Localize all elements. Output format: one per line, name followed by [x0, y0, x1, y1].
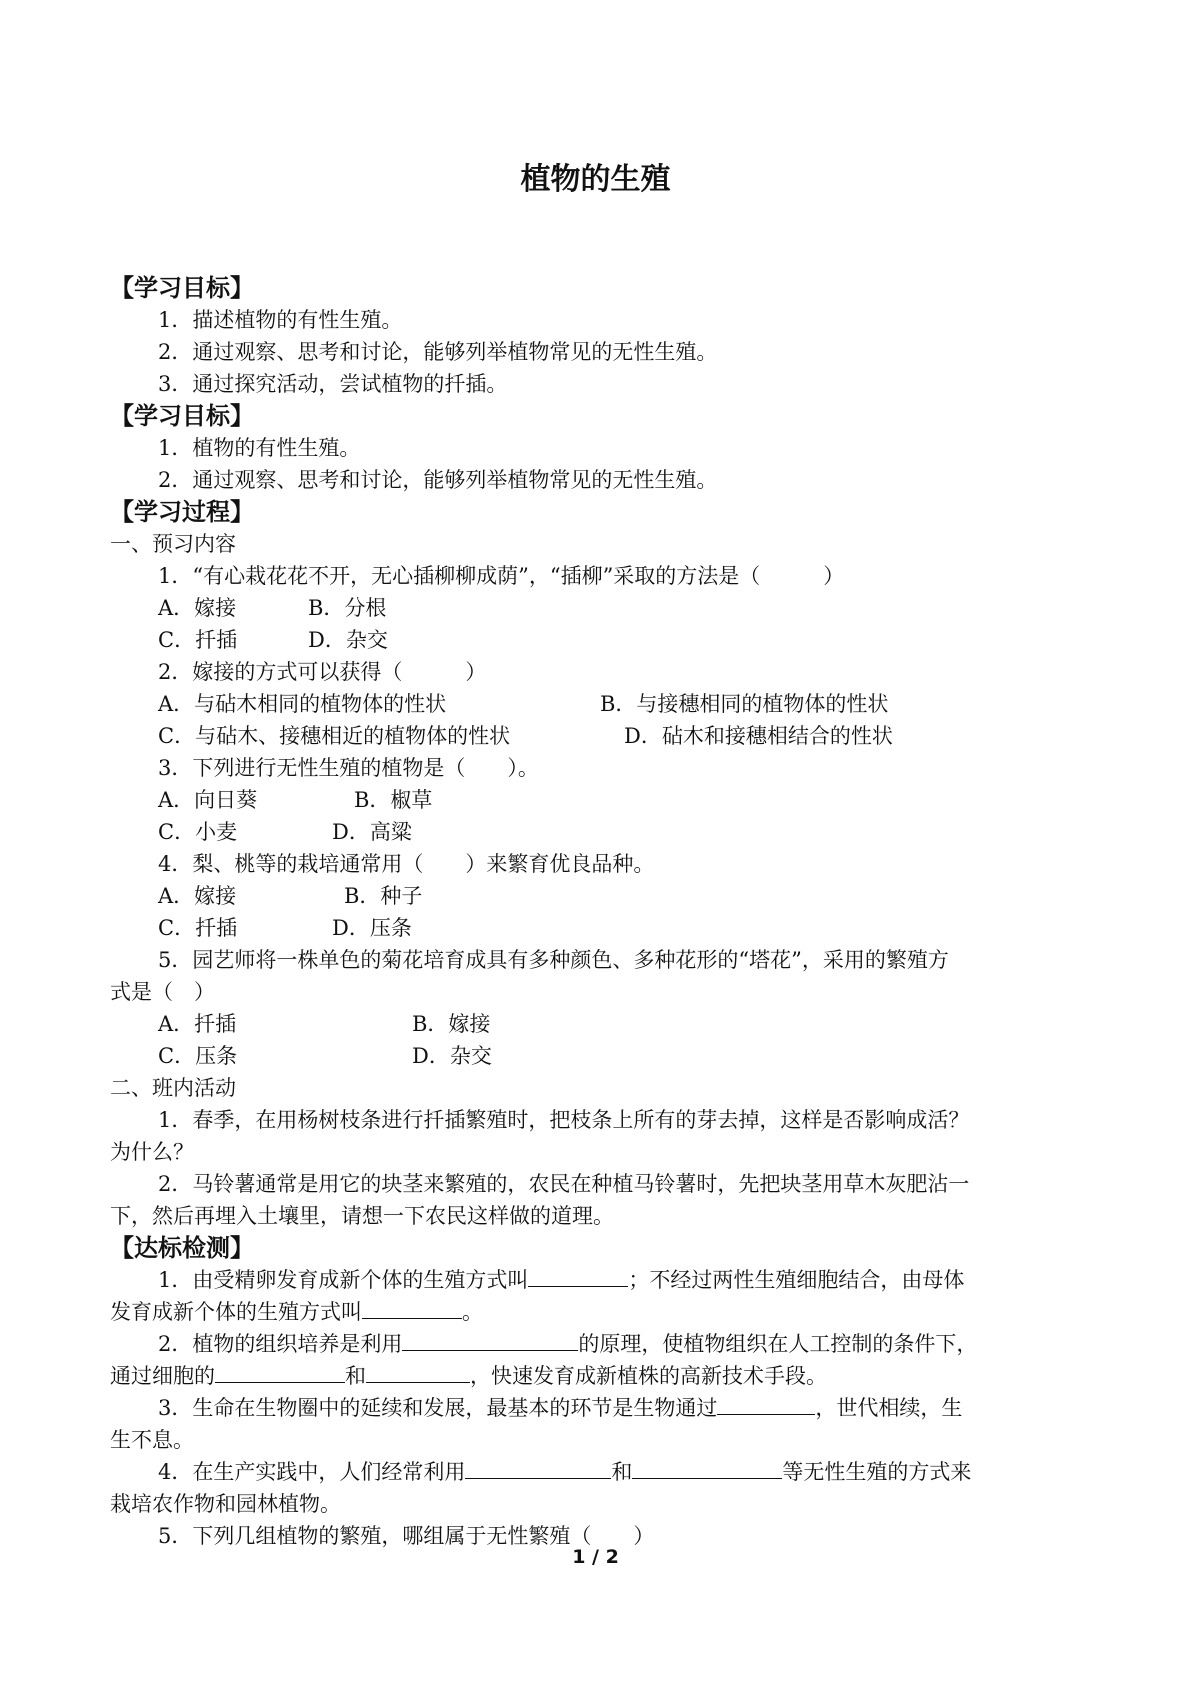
option: D．砧木和接穗相结合的性状 [624, 724, 893, 748]
question-stem: 5．下列几组植物的繁殖，哪组属于无性繁殖（ ） [158, 1524, 655, 1548]
question-text: 通过细胞的 [110, 1364, 215, 1388]
question-stem: 2．嫁接的方式可以获得（ ） [158, 660, 487, 684]
fill-question-cont [110, 1296, 1085, 1328]
question-text: ，世代相续，生 [815, 1396, 963, 1420]
subsection-title-class: 二、班内活动 [110, 1076, 236, 1100]
option: A．嫁接 [158, 884, 237, 908]
option: A．向日葵 [158, 788, 258, 812]
document-body [110, 272, 1085, 1552]
answer-blank[interactable] [402, 1328, 578, 1351]
answer-blank[interactable] [528, 1264, 628, 1287]
option-row [110, 784, 1085, 816]
section-heading-test: 【达标检测】 [110, 1234, 254, 1262]
page-title: 植物的生殖 [520, 162, 671, 197]
option: B．种子 [344, 884, 423, 908]
option-row [110, 1040, 1085, 1072]
question-stem: 5．园艺师将一株单色的菊花培育成具有多种颜色、多种花形的“塔花”，采用的繁殖方 [158, 948, 949, 972]
fill-question [110, 1392, 1085, 1424]
section-heading-goals: 【学习目标】 [110, 274, 254, 302]
question-text: 2．植物的组织培养是利用 [158, 1332, 403, 1356]
option-row [110, 880, 1085, 912]
answer-blank[interactable] [632, 1456, 782, 1479]
option: C．扦插 [158, 628, 238, 652]
question-text: 1．由受精卵发育成新个体的生殖方式叫 [158, 1268, 529, 1292]
question-stem-cont: 式是（ ） [110, 980, 215, 1004]
activity-text-cont: 为什么？ [110, 1140, 194, 1164]
question-text: 发育成新个体的生殖方式叫 [110, 1300, 362, 1324]
option: D．高粱 [332, 820, 412, 844]
section-heading-process: 【学习过程】 [110, 498, 254, 526]
option: B．嫁接 [412, 1012, 491, 1036]
goal-item: 3．通过探究活动，尝试植物的扦插。 [158, 372, 508, 396]
option: A．与砧木相同的植物体的性状 [158, 692, 447, 716]
question-text: 。 [462, 1300, 483, 1324]
option: A．嫁接 [158, 596, 237, 620]
option: A．扦插 [158, 1012, 237, 1036]
answer-blank[interactable] [215, 1360, 345, 1383]
question-text: 的原理，使植物组织在人工控制的条件下， [578, 1332, 978, 1356]
question-stem: 4．梨、桃等的栽培通常用（ ）来繁育优良品种。 [158, 852, 655, 876]
activity-text: 1．春季，在用杨树枝条进行扦插繁殖时，把枝条上所有的芽去掉，这样是否影响成活？ [158, 1108, 970, 1132]
question-text: ；不经过两性生殖细胞结合，由母体 [628, 1268, 965, 1292]
fill-question-cont: 生不息。 [110, 1428, 194, 1452]
option-row [110, 1008, 1085, 1040]
answer-blank[interactable] [362, 1296, 462, 1319]
option: D．杂交 [308, 628, 388, 652]
fill-question [110, 1264, 1085, 1296]
option: C．压条 [158, 1044, 238, 1068]
fill-question [110, 1328, 1085, 1360]
option: C．与砧木、接穗相近的植物体的性状 [158, 724, 511, 748]
option: B．分根 [308, 596, 387, 620]
page-number: 1 / 2 [572, 1546, 619, 1568]
option: C．小麦 [158, 820, 238, 844]
option: B．椒草 [354, 788, 433, 812]
question-text: 4．在生产实践中，人们经常利用 [158, 1460, 466, 1484]
option-row [110, 912, 1085, 944]
option: D．杂交 [412, 1044, 492, 1068]
activity-text: 2．马铃薯通常是用它的块茎来繁殖的，农民在种植马铃薯时，先把块茎用草木灰肥沾一 [158, 1172, 970, 1196]
option: B．与接穗相同的植物体的性状 [600, 692, 889, 716]
question-text: ，快速发育成新植株的高新技术手段。 [470, 1364, 827, 1388]
answer-blank[interactable] [717, 1392, 815, 1415]
question-stem: 1．“有心栽花花不开，无心插柳柳成荫”，“插柳”采取的方法是（ ） [158, 564, 845, 588]
goal-item: 2．通过观察、思考和讨论，能够列举植物常见的无性生殖。 [158, 340, 718, 364]
option-row [110, 688, 1085, 720]
question-text: 3．生命在生物圈中的延续和发展，最基本的环节是生物通过 [158, 1396, 718, 1420]
option-row [110, 720, 1085, 752]
option-row [110, 816, 1085, 848]
option-row [110, 592, 1085, 624]
section-heading-goals-2: 【学习目标】 [110, 402, 254, 430]
subsection-title-preview: 一、预习内容 [110, 532, 236, 556]
answer-blank[interactable] [465, 1456, 611, 1479]
option: C．扦插 [158, 916, 238, 940]
goal-item: 1．描述植物的有性生殖。 [158, 308, 403, 332]
option-row [110, 624, 1085, 656]
goal-item: 2．通过观察、思考和讨论，能够列举植物常见的无性生殖。 [158, 468, 718, 492]
question-stem: 3．下列进行无性生殖的植物是（ ）。 [158, 756, 539, 780]
answer-blank[interactable] [366, 1360, 470, 1383]
fill-question-cont [110, 1360, 1085, 1392]
goal-item: 1．植物的有性生殖。 [158, 436, 361, 460]
fill-question-cont: 栽培农作物和园林植物。 [110, 1492, 341, 1516]
fill-question [110, 1456, 1085, 1488]
question-text: 和 [611, 1460, 633, 1484]
activity-text-cont: 下，然后再埋入土壤里，请想一下农民这样做的道理。 [110, 1204, 614, 1228]
question-text: 等无性生殖的方式来 [782, 1460, 972, 1484]
question-text: 和 [345, 1364, 366, 1388]
option: D．压条 [332, 916, 412, 940]
